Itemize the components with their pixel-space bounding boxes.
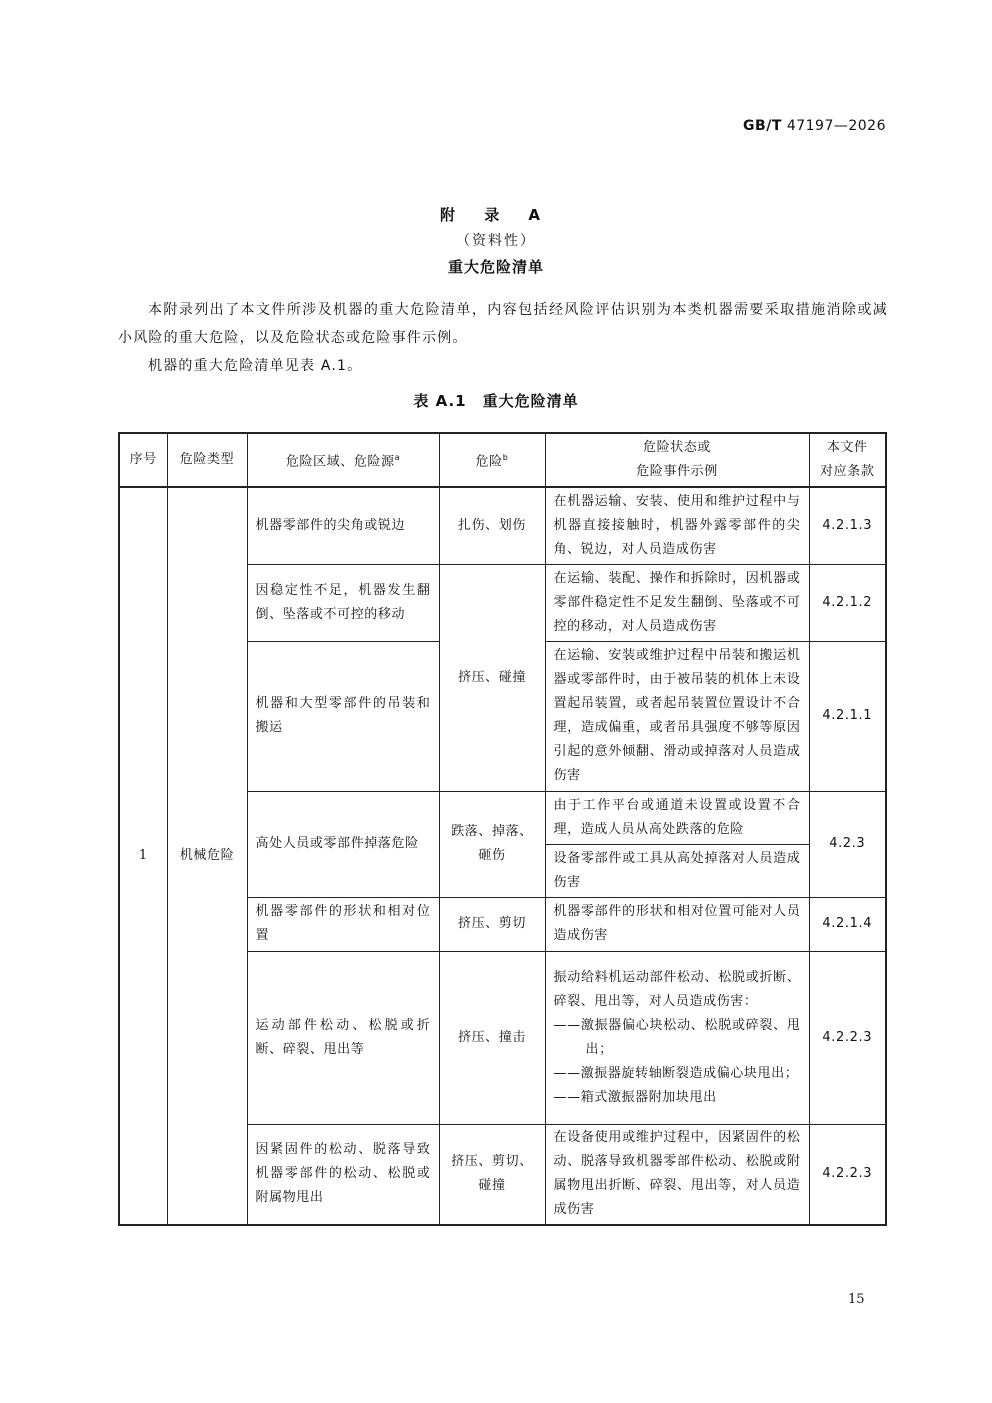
header-state-line1: 危险状态或 — [642, 440, 711, 455]
hazard-name: 挤压、剪切、碰撞 — [439, 1124, 545, 1225]
hazard-state-item: ——激振器偏心块松动、松脱或碎裂、甩出； — [553, 1017, 801, 1057]
hazard-state: 设备零部件或工具从高处掉落对人员造成伤害 — [545, 844, 809, 897]
header-hazard-text: 危险 — [475, 454, 503, 470]
hazard-zone: 因稳定性不足，机器发生翻倒、坠落或不可控的移动 — [247, 564, 439, 641]
intro-paragraph: 本附录列出了本文件所涉及机器的重大危险清单，内容包括经风险评估识别为本类机器需要采取措施消除或减小风险的重大危险，以及危险状态或危险事件示例。 — [118, 302, 888, 346]
group-type: 机械危险 — [167, 487, 247, 1225]
hazard-state: 由于工作平台或通道未设置或设置不合理，造成人员从高处跌落的危险 — [545, 791, 809, 844]
annex-label: 附 录 A — [439, 206, 553, 224]
clause-ref: 4.2.1.4 — [809, 897, 886, 951]
header-state — [545, 433, 809, 487]
header-clause-line2: 对应条款 — [820, 464, 875, 479]
hazard-state-intro: 振动给料机运动部件松动、松脱或折断、碎裂、甩出等，对人员造成伤害： — [553, 969, 801, 1009]
hazard-state: 在机器运输、安装、使用和维护过程中与机器直接接触时，机器外露零部件的尖角、锐边，对人员造成伤害 — [545, 487, 809, 564]
hazard-state: 在运输、装配、操作和拆除时，因机器或零部件稳定性不足发生翻倒、坠落或不可控的移动，对人员造成伤害 — [545, 564, 809, 641]
hazard-name: 扎伤、划伤 — [439, 487, 545, 564]
standard-number — [743, 118, 886, 134]
annex-title: 重大危险清单 — [447, 258, 544, 276]
hazard-zone: 高处人员或零部件掉落危险 — [247, 791, 439, 897]
footnote-mark-b: b — [502, 452, 509, 462]
hazard-zone: 因紧固件的松动、脱落导致机器零部件的松动、松脱或附属物甩出 — [247, 1124, 439, 1225]
header-zone-text: 危险区域、危险源 — [285, 454, 395, 470]
table-header-row — [119, 433, 886, 487]
hazard-name: 跌落、掉落、砸伤 — [439, 791, 545, 897]
hazard-state: 在运输、安装或维护过程中吊装和搬运机器或零部件时，由于被吊装的机体上未设置起吊装置，或者起吊装置位置设计不合理，造成偏重，或者吊具强度不够等原因引起的意外倾翻、滑动或掉落对人员造成伤害 — [545, 641, 809, 791]
hazard-zone: 机器和大型零部件的吊装和搬运 — [247, 641, 439, 791]
header-no: 序号 — [119, 433, 167, 487]
header-state-line2: 危险事件示例 — [636, 464, 718, 479]
header-type: 危险类型 — [167, 433, 247, 487]
clause-ref: 4.2.3 — [809, 791, 886, 897]
hazard-name: 挤压、剪切 — [439, 897, 545, 951]
hazard-zone: 机器零部件的形状和相对位置 — [247, 897, 439, 951]
table-caption: 表 A.1 重大危险清单 — [413, 392, 579, 410]
clause-ref: 4.2.2.3 — [809, 1124, 886, 1225]
hazard-table — [118, 432, 887, 1226]
annex-title-block — [0, 204, 992, 280]
annex-nature: （资料性） — [456, 233, 536, 249]
standard-code: 47197—2026 — [786, 118, 886, 134]
hazard-name: 挤压、碰撞 — [439, 564, 545, 791]
hazard-state-item: ——激振器旋转轴断裂造成偏心块甩出； — [553, 1065, 799, 1081]
table-row — [119, 487, 886, 564]
hazard-state: 在设备使用或维护过程中，因紧固件的松动、脱落导致机器零部件松动、松脱或附属物甩出折断、碎裂、甩出等，对人员造成伤害 — [545, 1124, 809, 1225]
clause-ref: 4.2.1.1 — [809, 641, 886, 791]
page-number: 15 — [848, 1292, 865, 1307]
hazard-state: 机器零部件的形状和相对位置可能对人员造成伤害 — [545, 897, 809, 951]
hazard-state-item: ——箱式激振器附加块甩出 — [553, 1089, 717, 1105]
header-zone — [247, 433, 439, 487]
standard-prefix: GB/T — [743, 118, 782, 134]
header-hazard — [439, 433, 545, 487]
clause-ref: 4.2.2.3 — [809, 951, 886, 1124]
header-clause-line1: 本文件 — [826, 440, 868, 455]
hazard-zone: 运动部件松动、松脱或折断、碎裂、甩出等 — [247, 951, 439, 1124]
hazard-state — [545, 951, 809, 1124]
reference-paragraph: 机器的重大危险清单见表 A.1。 — [148, 358, 363, 374]
footnote-mark-a: a — [394, 452, 401, 462]
hazard-name: 挤压、撞击 — [439, 951, 545, 1124]
clause-ref: 4.2.1.3 — [809, 487, 886, 564]
hazard-zone: 机器零部件的尖角或锐边 — [247, 487, 439, 564]
group-number: 1 — [119, 487, 167, 1225]
header-clause — [809, 433, 886, 487]
clause-ref: 4.2.1.2 — [809, 564, 886, 641]
